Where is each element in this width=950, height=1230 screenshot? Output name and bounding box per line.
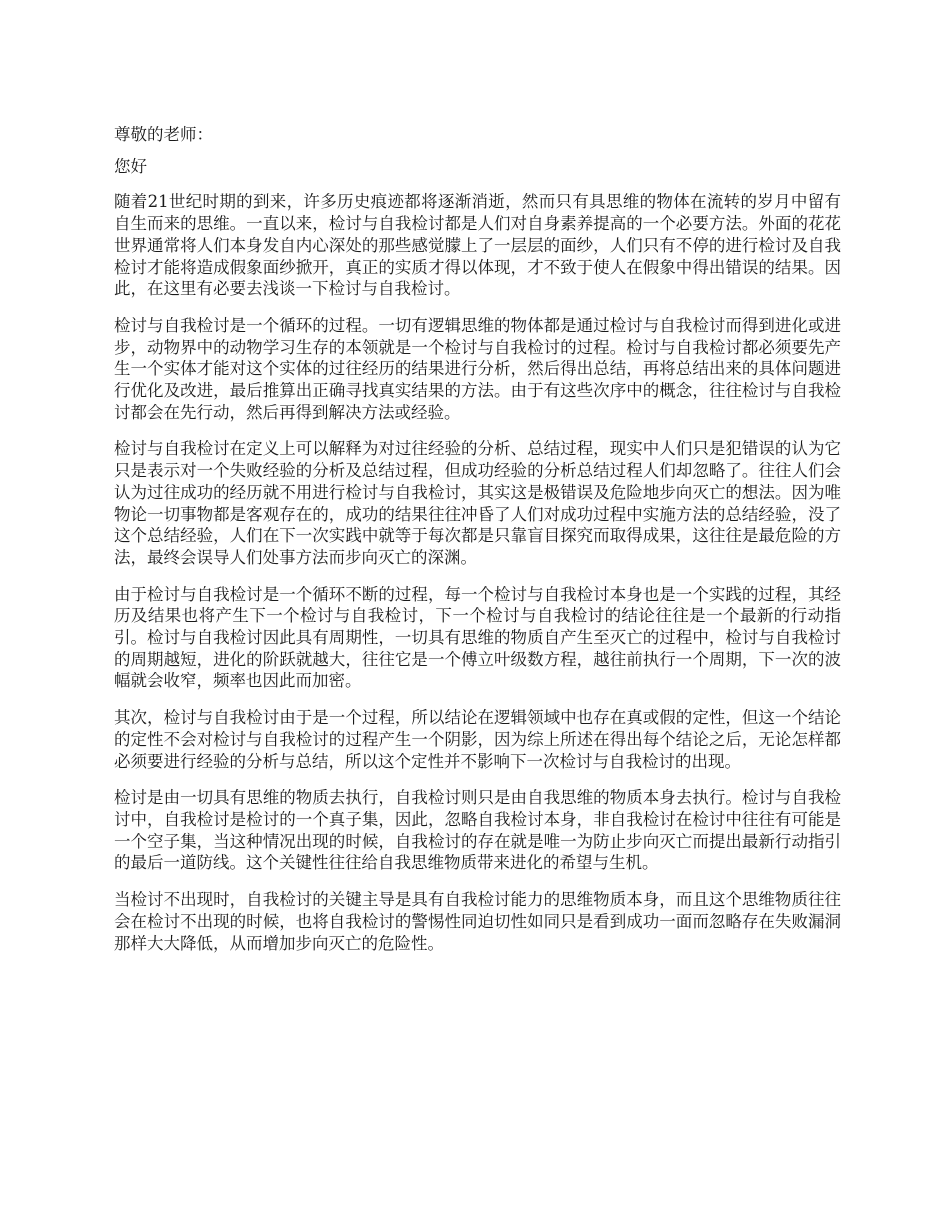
paragraph: 随着21世纪时期的到来，许多历史痕迹都将逐渐消逝，然而只有具思维的物体在流转的岁月中留有自生而来的思维。一直以来，检讨与自我检讨都是人们对自身素养提高的一个必要方法。外面的花花世界通常将人们本身发自内心深处的那些感觉朦上了一层层的面纱，人们只有不停的进行检讨及自我检讨才能将造成假象面纱掀开，真正的实质才得以体现，才不致于使人在假象中得出错误的结果。因此，在这里有必要去浅谈一下检讨与自我检讨。 xyxy=(114,192,841,299)
paragraph: 其次，检讨与自我检讨由于是一个过程，所以结论在逻辑领域中也存在真或假的定性，但这一个结论的定性不会对检讨与自我检讨的过程产生一个阴影，因为综上所述在得出每个结论之后，无论怎样都必须要进行经验的分析与总结，所以这个定性并不影响下一次检讨与自我检讨的出现。 xyxy=(114,708,841,771)
paragraph: 检讨与自我检讨在定义上可以解释为对过往经验的分析、总结过程，现实中人们只是犯错误的认为它只是表示对一个失败经验的分析及总结过程，但成功经验的分析总结过程人们却忽略了。往往人们会认为过往成功的经历就不用进行检讨与自我检讨，其实这是极错误及危险地步向灭亡的想法。因为唯物论一切事物都是客观存在的，成功的结果往往冲昏了人们对成功过程中实施方法的总结经验，没了这个总结经验，人们在下一次实践中就等于每次都是只靠盲目探究而取得成果，这往往是最危险的方法，最终会误导人们处事方法而步向灭亡的深渊。 xyxy=(114,439,841,567)
salutation: 尊敬的老师： xyxy=(114,125,213,144)
letter-body xyxy=(114,124,841,969)
greeting: 您好 xyxy=(114,156,147,176)
paragraph: 当检讨不出现时，自我检讨的关键主导是具有自我检讨能力的思维物质本身，而且这个思维物质往往会在检讨不出现的时候，也将自我检讨的警惕性同迫切性如同只是看到成功一面而忽略存在失败漏洞那样大大降低，从而增加步向灭亡的危险性。 xyxy=(114,890,841,953)
paragraph: 检讨与自我检讨是一个循环的过程。一切有逻辑思维的物体都是通过检讨与自我检讨而得到进化或进步，动物界中的动物学习生存的本领就是一个检讨与自我检讨的过程。检讨与自我检讨都必须要先产生一个实体才能对这个实体的过往经历的结果进行分析，然后得出总结，再将总结出来的具体问题进行优化及改进，最后推算出正确寻找真实结果的方法。由于有这些次序中的概念，往往检讨与自我检讨都会在先行动，然后再得到解决方法或经验。 xyxy=(114,315,841,422)
paragraph: 检讨是由一切具有思维的物质去执行，自我检讨则只是由自我思维的物质本身去执行。检讨与自我检讨中，自我检讨是检讨的一个真子集，因此，忽略自我检讨本身，非自我检讨在检讨中往往有可能是一个空子集，当这种情况出现的时候，自我检讨的存在就是唯一为防止步向灭亡而提出最新行动指引的最后一道防线。这个关键性往往给自我思维物质带来进化的希望与生机。 xyxy=(114,788,841,873)
paragraph: 由于检讨与自我检讨是一个循环不断的过程，每一个检讨与自我检讨本身也是一个实践的过程，其经历及结果也将产生下一个检讨与自我检讨，下一个检讨与自我检讨的结论往往是一个最新的行动指引。检讨与自我检讨因此具有周期性，一切具有思维的物质自产生至灭亡的过程中，检讨与自我检讨的周期越短，进化的阶跃就越大，往往它是一个傅立叶级数方程，越往前执行一个周期，下一次的波幅就会收窄，频率也因此而加密。 xyxy=(114,584,841,691)
